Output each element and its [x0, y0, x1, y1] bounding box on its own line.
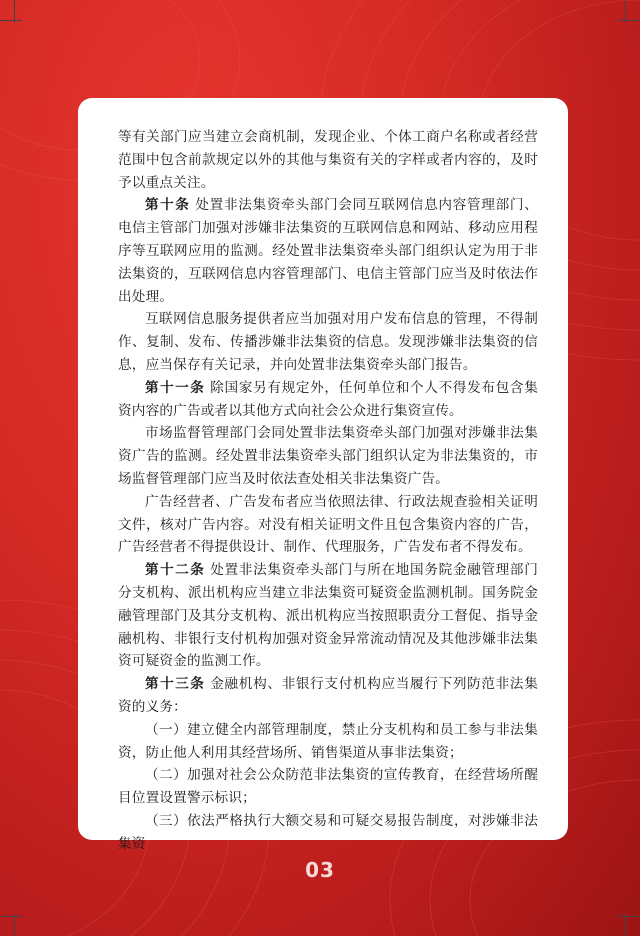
list-item: [118, 810, 538, 856]
paragraph: [118, 377, 538, 423]
paragraph-text: 处置非法集资牵头部门与所在地国务院金融管理部门分支机构、派出机构应当建立非法集资可疑资金监测机制。国务院金融管理部门及其分支机构、派出机构应当按照职责分工督促、指导金融机构、非银行支付机构加强对资金异常流动情况及其他涉嫌非法集资可疑资金的监测工作。: [118, 562, 538, 670]
paragraph: [118, 673, 538, 719]
crop-mark: [0, 20, 22, 21]
paragraph: [118, 126, 538, 194]
paragraph: [118, 422, 538, 490]
regulation-text: [118, 126, 538, 856]
crop-mark: [618, 20, 640, 21]
article-number: 第十三条: [145, 676, 206, 693]
paragraph-text: 等有关部门应当建立会商机制，发现企业、个体工商户名称或者经营范围中包含前款规定以外的其他与集资有关的字样或者内容的，及时予以重点关注。: [118, 129, 538, 191]
paragraph-text: 广告经营者、广告发布者应当依照法律、行政法规查验相关证明文件，核对广告内容。对没有相关证明文件且包含集资内容的广告，广告经营者不得提供设计、制作、代理服务，广告发布者不得发布。: [118, 493, 538, 556]
crop-mark: [625, 914, 626, 936]
page-number: 03: [305, 858, 335, 882]
paragraph-text: 互联网信息服务提供者应当加强对用户发布信息的管理，不得制作、复制、发布、传播涉嫌非法集资的信息。发现涉嫌非法集资的信息，应当保存有关记录，并向处置非法集资牵头部门报告。: [118, 311, 538, 373]
list-item: [118, 764, 538, 810]
crop-mark: [618, 916, 640, 917]
article-number: 第十一条: [145, 379, 206, 396]
crop-mark: [625, 0, 626, 22]
crop-mark: [14, 914, 15, 936]
paragraph-text: （一）建立健全内部管理制度，禁止分支机构和员工参与非法集资，防止他人利用其经营场所、销售渠道从事非法集资；: [118, 721, 538, 761]
article-number: 第十二条: [145, 562, 206, 579]
paragraph-text: 金融机构、非银行支付机构应当履行下列防范非法集资的义务：: [118, 676, 538, 715]
paragraph-text: （二）加强对社会公众防范非法集资的宣传教育，在经营场所醒目位置设置警示标识；: [118, 767, 538, 807]
list-item: [118, 719, 538, 765]
paragraph-text: 处置非法集资牵头部门会同互联网信息内容管理部门、电信主管部门加强对涉嫌非法集资的互联网信息和网站、移动应用程序等互联网应用的监测。经处置非法集资牵头部门组织认定为用于非法集资的，互联网信息内容管理部门、电信主管部门应当及时依法作出处理。: [118, 197, 538, 305]
paragraph-text: （三）依法严格执行大额交易和可疑交易报告制度，对涉嫌非法集资: [118, 812, 538, 852]
paragraph: [118, 308, 538, 376]
paragraph-text: 除国家另有规定外，任何单位和个人不得发布包含集资内容的广告或者以其他方式向社会公众进行集资宣传。: [118, 379, 538, 419]
article-number: 第十条: [145, 197, 191, 214]
crop-mark: [14, 0, 15, 22]
paragraph: [118, 491, 538, 559]
paragraph-text: 市场监督管理部门会同处置非法集资牵头部门加强对涉嫌非法集资广告的监测。经处置非法集资牵头部门组织认定为非法集资的，市场监督管理部门应当及时依法查处相关非法集资广告。: [118, 425, 538, 487]
paragraph: [118, 559, 538, 673]
crop-mark: [0, 916, 22, 917]
paragraph: [118, 194, 538, 308]
